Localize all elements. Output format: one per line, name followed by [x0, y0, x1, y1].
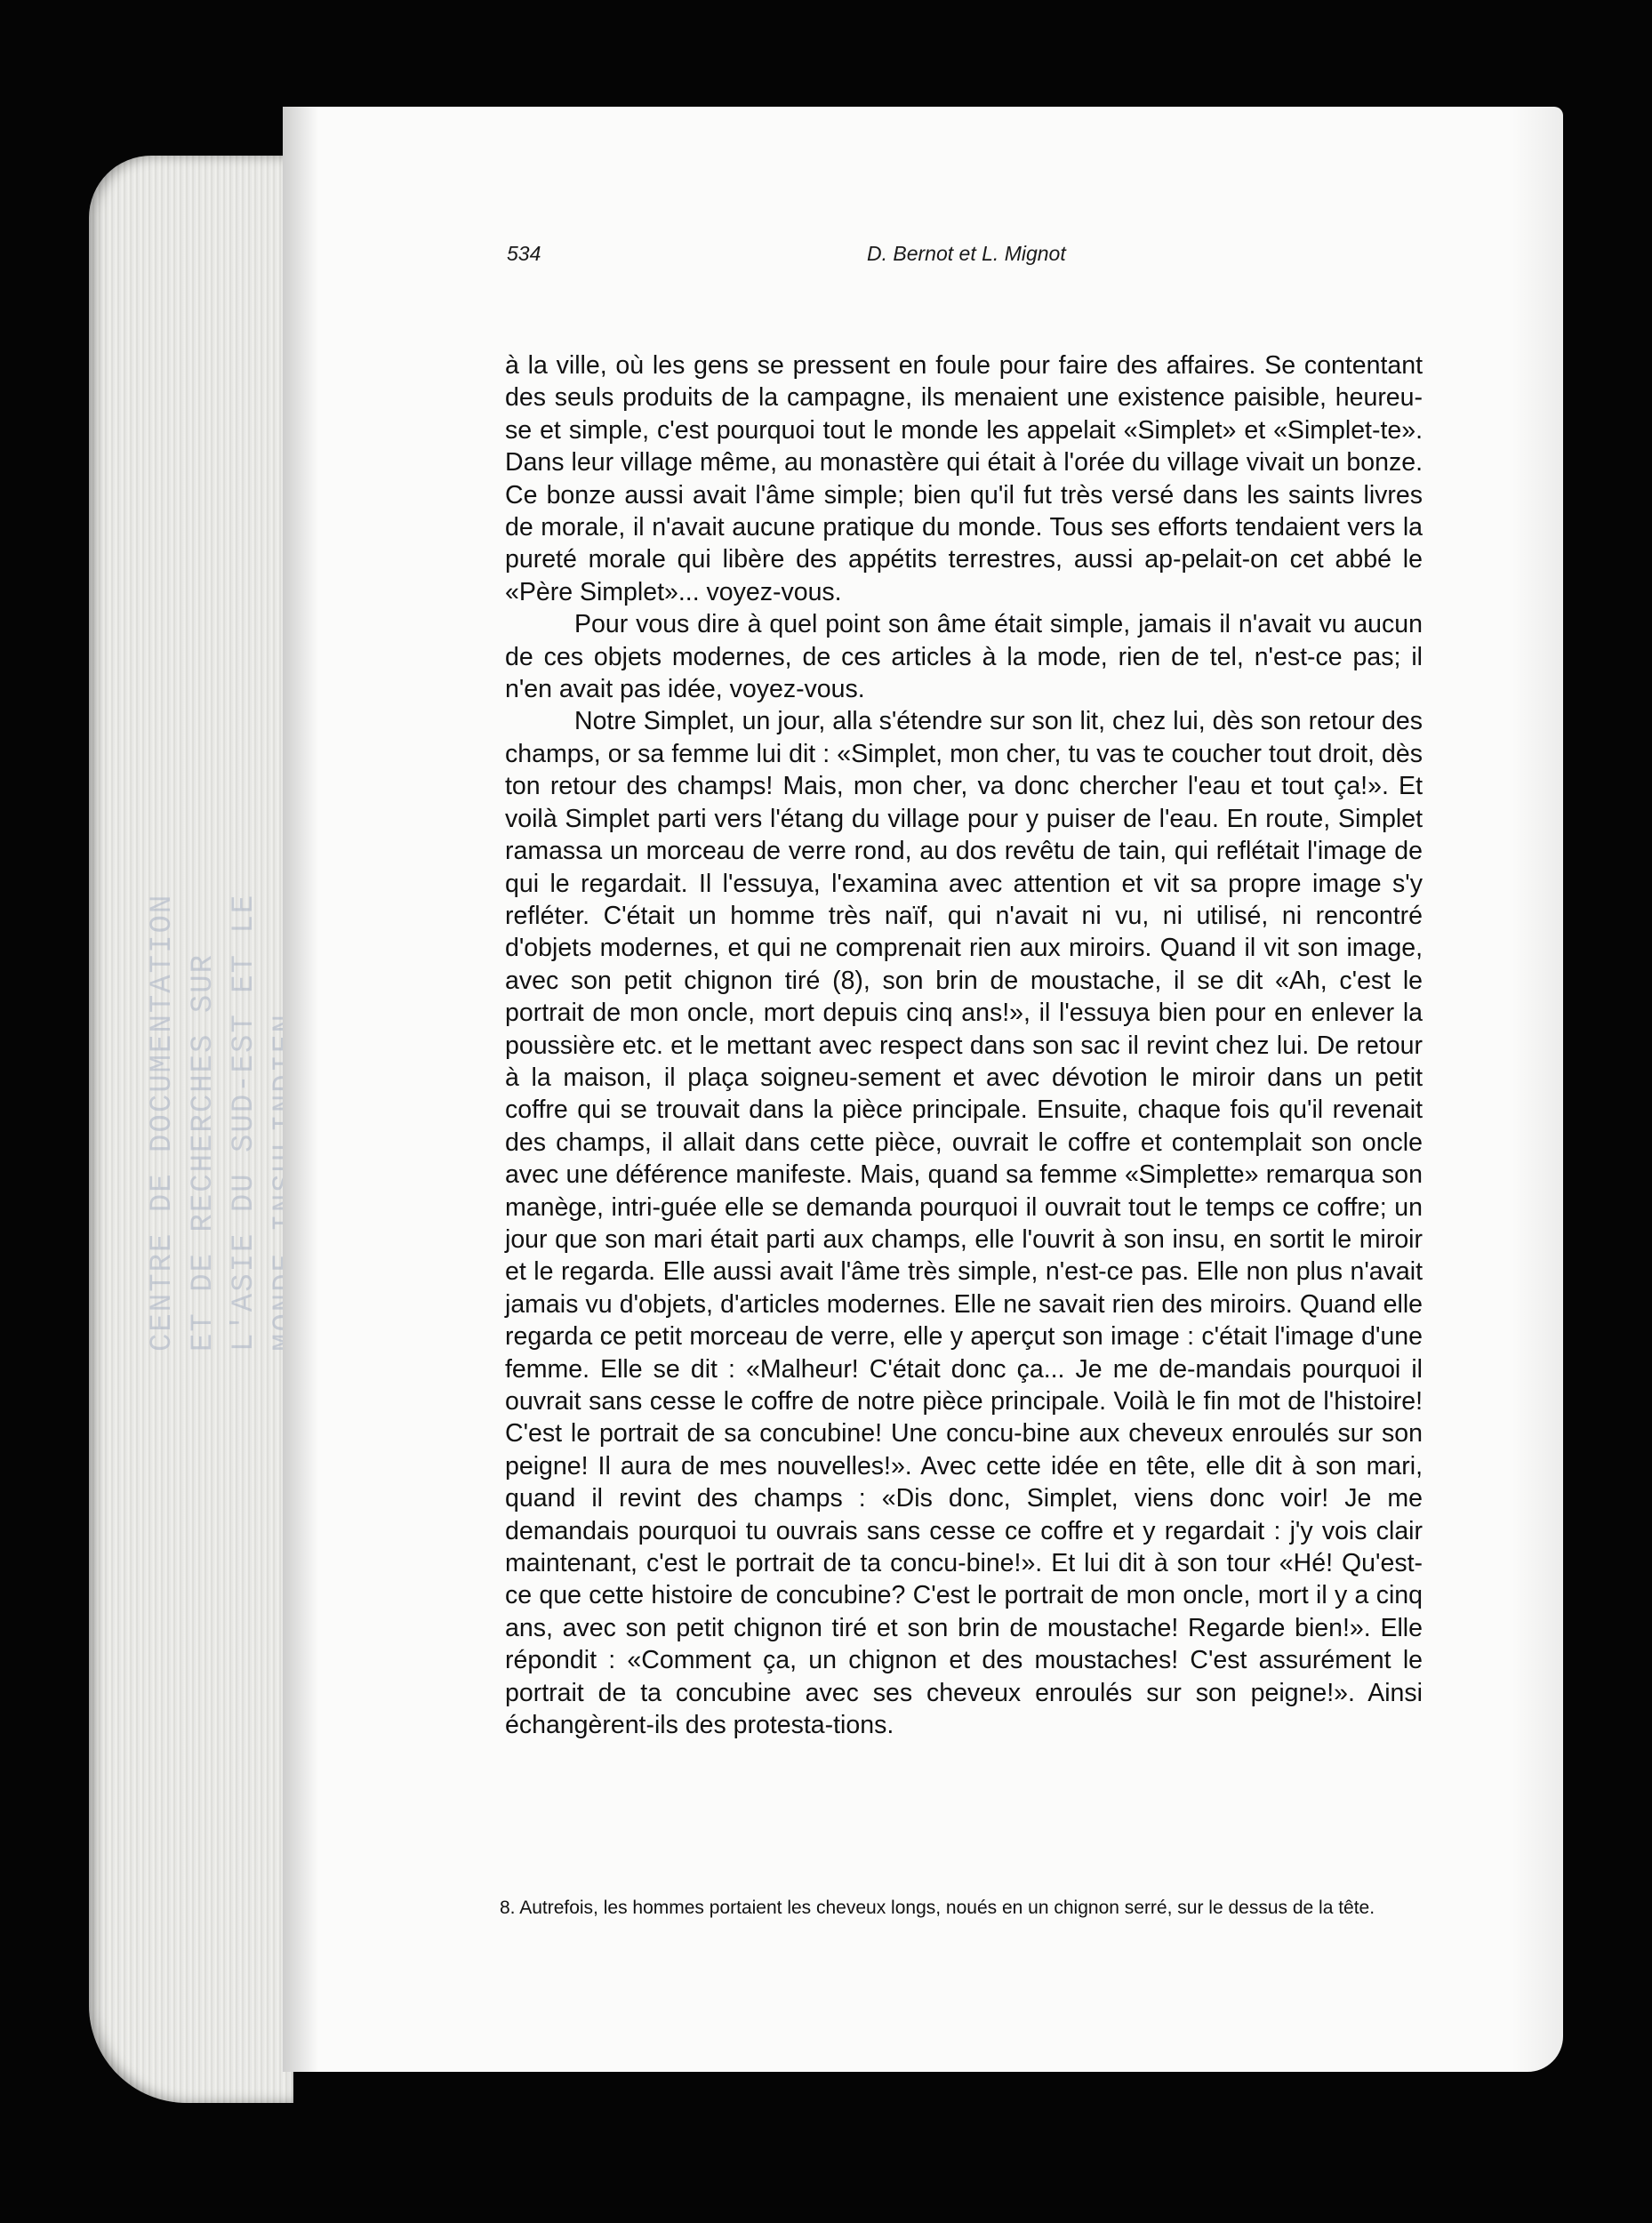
paragraph: à la ville, où les gens se pressent en foule pour faire des affaires. Se contentant des seuls produits de la campagne, ils menaient une existence paisible, heureu-se et simple, c'est pourquoi tout le monde les appelait «Simplet» et «Simplet-te». Dans leur village même, au monastère qui était à l'orée du village vivait un bonze. Ce bonze aussi avait l'âme simple; bien qu'il fut très versé dans les saints livres de morale, il n'avait aucune pratique du monde. Tous ses efforts tendaient vers la pureté morale qui libère des appétits terrestres, aussi ap-pelait-on cet abbé le «Père Simplet»... voyez-vous. — [505, 351, 1423, 606]
library-stamp: CENTRE DE DOCUMENTATION ET DE RECHERCHES SUR L'ASIE DU SUD-EST ET LE — [146, 893, 261, 1352]
page-number: 534 — [507, 242, 541, 265]
page-gutter-shadow — [283, 107, 318, 2072]
paragraph: Pour vous dire à quel point son âme était simple, jamais il n'avait vu aucun de ces objets modernes, de ces articles à la mode, rien de tel, n'est-ce pas; il n'en avait pas idée, voyez-vous. — [505, 610, 1423, 704]
body-text — [505, 349, 1423, 1741]
page-edge-shadow — [1512, 107, 1563, 2072]
running-head: D. Bernot et L. Mignot — [867, 242, 1066, 265]
footnote: 8. Autrefois, les hommes portaient les cheveux longs, noués en un chignon serré, sur le dessus de la tête. — [500, 1898, 1375, 1918]
paragraph: Notre Simplet, un jour, alla s'étendre sur son lit, chez lui, dès son retour des champs, or sa femme lui dit : «Simplet, mon cher, tu vas te coucher tout droit, dès ton retour des champs! Mais, mon cher, va donc chercher l'eau et tout ça!». Et voilà Simplet parti vers l'étang du village pour y puiser de l'eau. En route, Simplet ramassa un morceau de verre rond, au dos revêtu de tain, qui reflétait l'image de qui le regardait. Il l'essuya, l'examina avec attention et vit sa propre image s'y refléter. C'était un homme très naïf, qui n'avait ni vu, ni utilisé, ni rencontré d'objets modernes, et qui ne comprenait rien aux miroirs. Quand il vit son image, avec son petit chignon tiré (8), son brin de moustache, il se dit «Ah, c'est le portrait de mon oncle, mort depuis cinq ans!», il l'essuya bien pour en enlever la poussière etc. et le mettant avec respect dans son sac il revint chez lui. De retour à la maison, il plaça soigneu-sement et avec dévotion le miroir dans un petit coffre qui se trouvait dans la pièce principale. Ensuite, chaque fois qu'il revenait des champs, il allait dans cette pièce, ouvrait le coffre et contemplait son oncle avec une déférence manifeste. Mais, quand sa femme «Simplette» remarqua son manège, intri-guée elle se demanda pourquoi il ouvrait tout le temps ce coffre; un jour que son mari était parti aux champs, elle l'ouvrit à son insu, en sortit le miroir et le regarda. Elle aussi avait l'âme très simple, n'est-ce pas. Elle non plus n'avait jamais vu d'objets, d'articles modernes. Elle ne savait rien des miroirs. Quand elle regarda ce petit morceau de verre, elle y aperçut son image : c'était l'image d'une femme. Elle se dit : «Malheur! C'était donc ça... Je me de-mandais pourquoi il ouvrait sans cesse le coffre de notre pièce principale. Voilà le fin mot de l'histoire! C'est le portrait de sa concubine! Une concu-bine aux cheveux enroulés sur son peigne! Il aura de mes nouvelles!». Avec cette idée en tête, elle dit à son mari, quand il revint des champs : «Dis donc, Simplet, viens donc voir! Je me demandais pourquoi tu ouvrais sans cesse ce coffre et y regardait : j'y vois clair maintenant, c'est le portrait de ta concu-bine!». Et lui dit à son tour «Hé! Qu'est-ce que cette histoire de concubine? C'est le portrait de mon oncle, mort il y a cinq ans, avec son petit chignon tiré et son brin de moustache! Regarde bien!». Elle répondit : «Comment ça, un chignon et des moustaches! C'est assurément le portrait de ta concubine avec ses cheveux enroulés sur son peigne!». Ainsi échangèrent-ils des protesta-tions. — [505, 707, 1423, 1740]
page-header — [507, 242, 1418, 277]
